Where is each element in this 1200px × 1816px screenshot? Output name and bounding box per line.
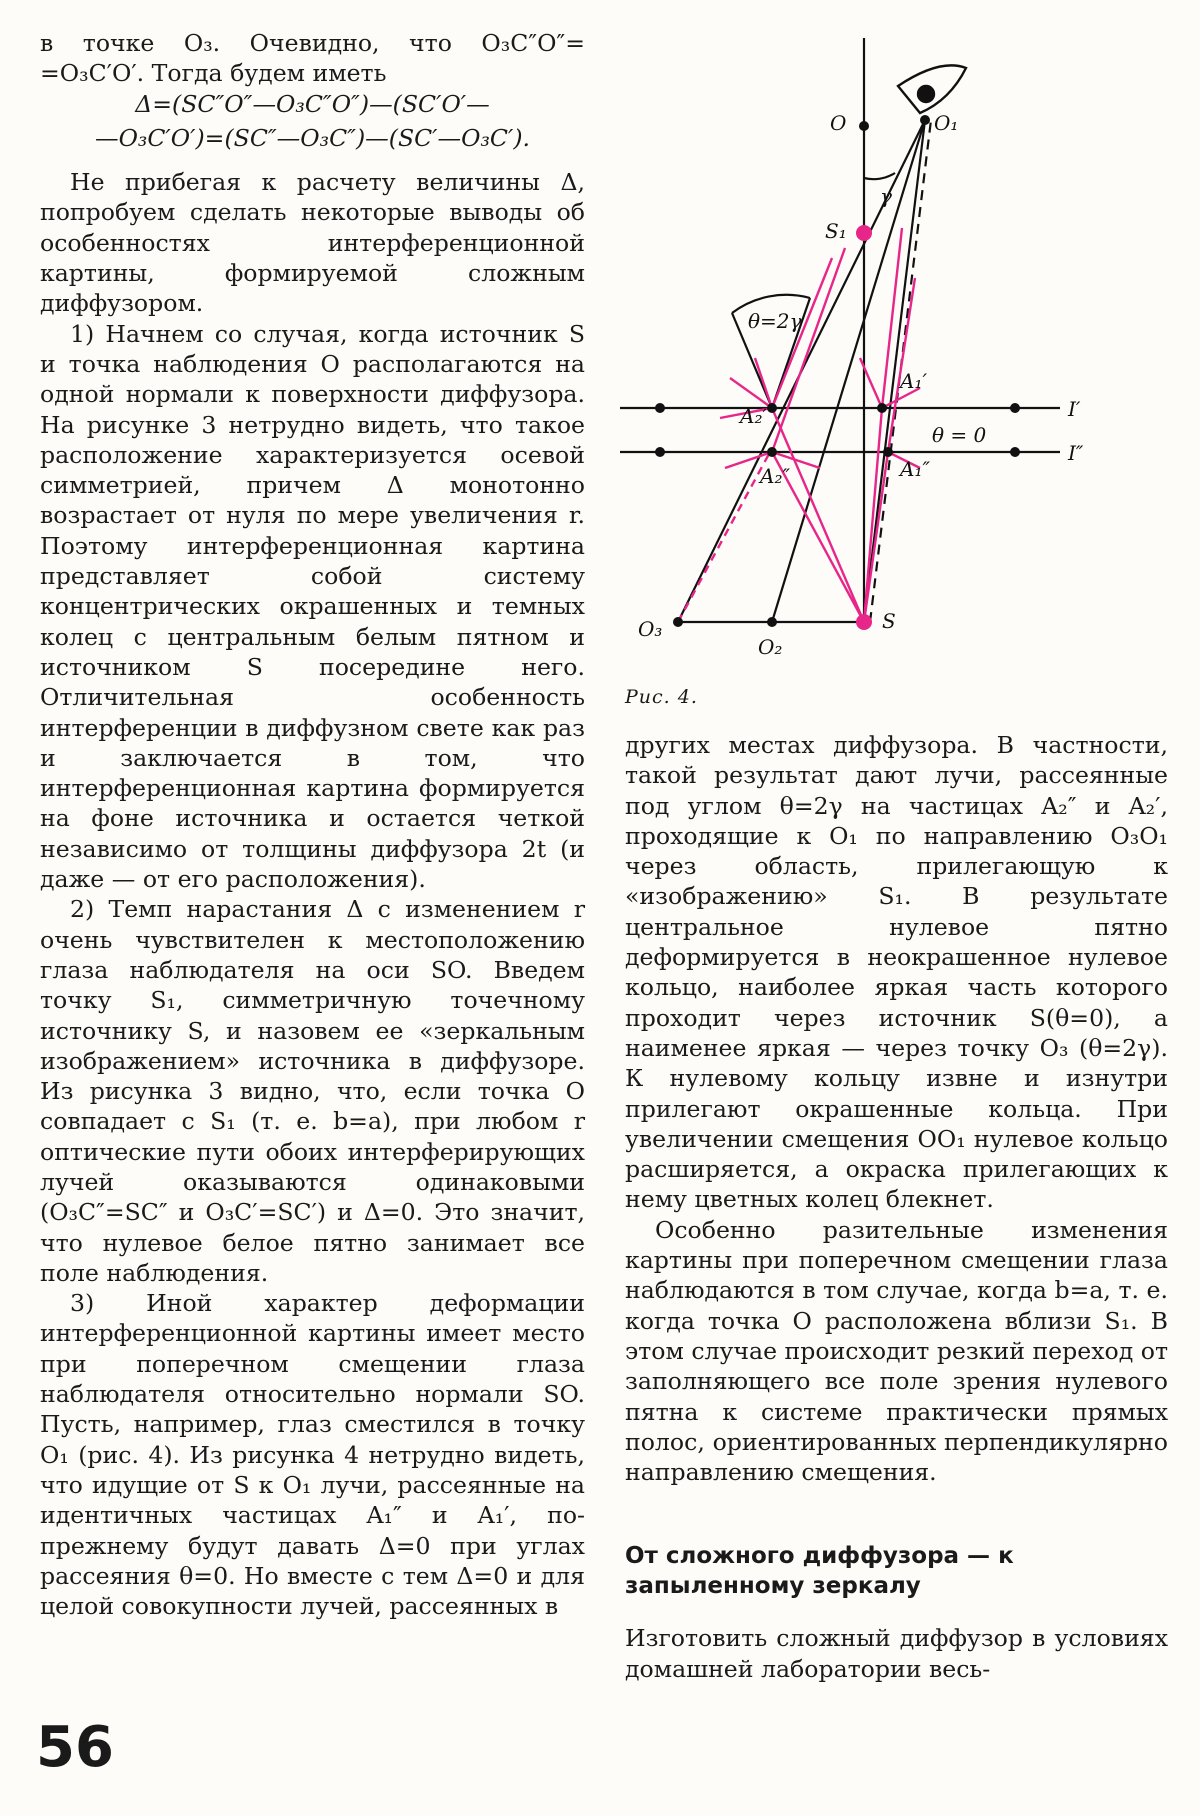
label-theta-zero: θ = 0 (932, 423, 987, 447)
point-o (859, 121, 869, 131)
label-o1: O₁ (934, 111, 959, 135)
label-a1-prime: A₁′ (900, 369, 928, 393)
paragraph: других местах диффузора. В частности, такой результат дают лучи, рассеянные под углом θ=2γ на частицах A₂″ и A₂′, проходящие к O₁ по направлению O₃O₁ через область, прилегающую к «изображению» S₁. В результате центральное нулевое пятно деформируется в неокрашенное нулевое кольцо, наиболее яркая часть которого проходит через источник S(θ=0), а наименее яркая — через точку O₃ (θ=2γ). К нулевому кольцу извне и изнутри прилегают окрашенные кольца. При увеличении смещения OO₁ нулевое кольцо расширяется, а окраска прилегающих к нему цветных колец блекнет. (625, 731, 1168, 1214)
paragraph: 2) Темп нарастания Δ с изменением r очень чувствителен к местоположению глаза наблюдателя на оси SO. Введем точку S₁, симметричную точечному источнику S, и назовем ее «зеркальным изображением» источника в диффузоре. Из рисунка 3 видно, что, если точка O совпадает с S₁ (т. е. b=a), при любом r оптические пути обоих интерферирующих лучей оказываются одинаковыми (O₃C″=SC″ и O₃C′=SC′) и Δ=0. Это значит, что нулевое белое пятно занимает все поле наблюдения. (40, 895, 585, 1287)
figure-4 (620, 28, 1180, 658)
pink-rays (678, 228, 920, 622)
paragraph-intro: в точке O₃. Очевидно, что O₃C″O″= =O₃C′O′. Тогда будем иметь (40, 29, 585, 88)
label-a1-double: A₁″ (900, 457, 930, 481)
paragraph: 1) Начнем со случая, когда источник S и точка наблюдения O располагаются на одной нормали к поверхности диффузора. На рисунке 3 нетрудно видеть, что такое расположение характеризуется осевой симметрией, причем Δ монотонно возрастает от нуля по мере увеличения r. Поэтому интерференционная картина представляет собой систему концентрических окрашенных и темных колец с центральным белым пятном и источником S посередине него. Отличительная особенность интерференции в диффузном свете как раз и заключается в том, что интерференционная картина формируется на фоне источника и остается четкой независимо от толщины диффузора 2t (и даже — от его расположения). (40, 319, 585, 894)
label-s: S (882, 609, 896, 633)
paragraph: Изготовить сложный диффузор в условиях домашней лаборатории весь- (625, 1624, 1168, 1683)
label-theta-2gamma: θ=2γ (748, 309, 802, 333)
paragraph: Не прибегая к расчету величины Δ, попробуем сделать некоторые выводы об особенностях интерференционной картины, формируемой сложным диффузором. (40, 168, 585, 318)
left-column (40, 28, 585, 1621)
source-image-s1-icon (856, 225, 872, 241)
section-heading: От сложного диффузора — к запыленному зеркалу (625, 1543, 1014, 1600)
label-o3: O₃ (638, 617, 663, 641)
label-gamma: γ (880, 184, 892, 208)
label-i-prime: I′ (1068, 397, 1081, 421)
label-i-double: I″ (1068, 441, 1084, 465)
label-o: O (830, 111, 847, 135)
point-o2 (767, 617, 777, 627)
right-column (625, 730, 1168, 1684)
paragraph: Особенно разительные изменения картины при поперечном смещении глаза наблюдаются в том случае, когда b=a, т. е. когда точка O расположена вблизи S₁. В этом случае происходит резкий переход от заполняющего все поле зрения нулевого пятна к системе практически прямых полос, ориентированных перпендикулярно направлению смещения. (625, 1215, 1169, 1487)
ray-diagram (620, 28, 1180, 658)
label-a2-double: A₂″ (760, 464, 790, 488)
formula-line-1: Δ=(SC″O″—O₃C″O″)—(SC′O′— (135, 89, 490, 118)
label-s1: S₁ (825, 219, 847, 243)
formula-line-2: —O₃C′O′)=(SC″—O₃C″)—(SC′—O₃C′). (94, 123, 531, 152)
eye-icon (898, 65, 966, 113)
label-o2: O₂ (758, 635, 783, 658)
gamma-arc (864, 173, 895, 179)
label-a2-prime: A₂′ (740, 404, 768, 428)
page-number: 56 (36, 1715, 114, 1780)
point-o3 (673, 617, 683, 627)
source-s-icon (856, 614, 872, 630)
point-o1 (920, 115, 930, 125)
paragraph: 3) Иной характер деформации интерференционной картины имеет место при поперечном смещении глаза наблюдателя относительно нормали SO. Пусть, например, глаз сместился в точку O₁ (рис. 4). Из рисунка 4 нетрудно видеть, что идущие от S к O₁ лучи, рассеянные на идентичных частицах A₁″ и A₁′, по-прежнему будут давать Δ=0 при углах рассеяния θ=0. Но вместе с тем Δ=0 и для целой совокупности лучей, рассеянных в (40, 1289, 585, 1621)
figure-caption: Рис. 4. (625, 686, 698, 708)
